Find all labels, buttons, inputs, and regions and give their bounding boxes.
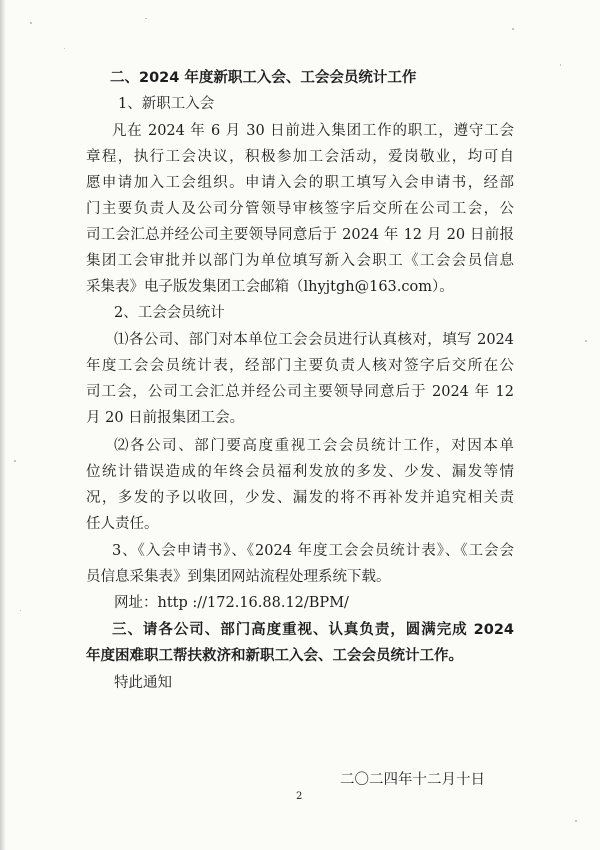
- paragraph-line: 年度工会会员统计表，经部门主要负责人核对签字后交所在公: [86, 358, 514, 374]
- scan-speck: [575, 820, 577, 822]
- paragraph-line: ⑴各公司、部门对本单位工会会员进行认真核对，填写 2024: [114, 332, 514, 348]
- closing-notice: 特此通知: [114, 675, 172, 691]
- scan-speck: [585, 340, 587, 342]
- scan-speck: [512, 28, 514, 30]
- paragraph-line: 司工会，公司工会汇总并经公司主要领导同意后于 2024 年 12: [86, 384, 514, 400]
- paragraph-line: 月 20 日前报集团工会。: [86, 410, 245, 426]
- paragraph-line: 章程，执行工会决议，积极参加工会活动，爱岗敬业，均可自: [86, 149, 514, 165]
- scan-speck: [64, 48, 65, 49]
- section-3-heading: 三、请各公司、部门高度重视、认真负责，圆满完成 2024: [112, 622, 514, 638]
- sub-3-line: 员信息采集表》到集团网站流程处理系统下载。: [86, 569, 391, 585]
- sub-3-line: 3、《入会申请书》、《2024 年度工会会员统计表》、《工会会: [112, 543, 514, 559]
- scan-speck: [560, 64, 561, 66]
- scan-speck: [20, 610, 21, 611]
- page-number: 2: [296, 791, 303, 802]
- paragraph-line: 任人责任。: [86, 516, 159, 532]
- paragraph-line: ⑵各公司、部门要高度重视工会会员统计工作，对因本单: [114, 438, 514, 454]
- paragraph-line: 况，多发的予以收回，少发、漏发的将不再补发并追究相关责: [86, 490, 514, 506]
- scan-edge-shadow: [0, 0, 6, 850]
- paragraph-line: 集团工会审批并以部门为单位填写新入会职工《工会会员信息: [86, 253, 514, 269]
- scan-speck: [14, 460, 16, 462]
- sub-1-title: 1、新职工入会: [118, 96, 215, 112]
- paragraph-line-email: 采集表》电子版发集团工会邮箱（lhyjtgh@163.com）。: [86, 279, 454, 295]
- paragraph-line: 愿申请加入工会组织。申请入会的职工填写入会申请书，经部: [86, 175, 514, 191]
- paragraph-line: 门主要负责人及公司分管领导审核签字后交所在公司工会，公: [86, 201, 514, 217]
- paragraph-line: 凡在 2024 年 6 月 30 日前进入集团工作的职工，遵守工会: [112, 123, 514, 139]
- section-2-heading: 二、2024 年度新职工入会、工会会员统计工作: [110, 70, 417, 86]
- document-date: 二〇二四年十二月十日: [340, 772, 485, 788]
- sub-2-title: 2、工会会员统计: [114, 305, 225, 321]
- paragraph-line: 位统计错误造成的年终会员福利发放的多发、少发、漏发等情: [86, 464, 514, 480]
- download-url: 网址：http ://172.16.88.12/BPM/: [114, 595, 349, 611]
- section-3-heading-cont: 年度困难职工帮扶救济和新职工入会、工会会员统计工作。: [86, 648, 463, 664]
- paragraph-line: 司工会汇总并经公司主要领导同意后于 2024 年 12 月 20 日前报: [86, 227, 514, 243]
- scan-speck: [30, 22, 32, 24]
- scan-speck: [145, 18, 147, 19]
